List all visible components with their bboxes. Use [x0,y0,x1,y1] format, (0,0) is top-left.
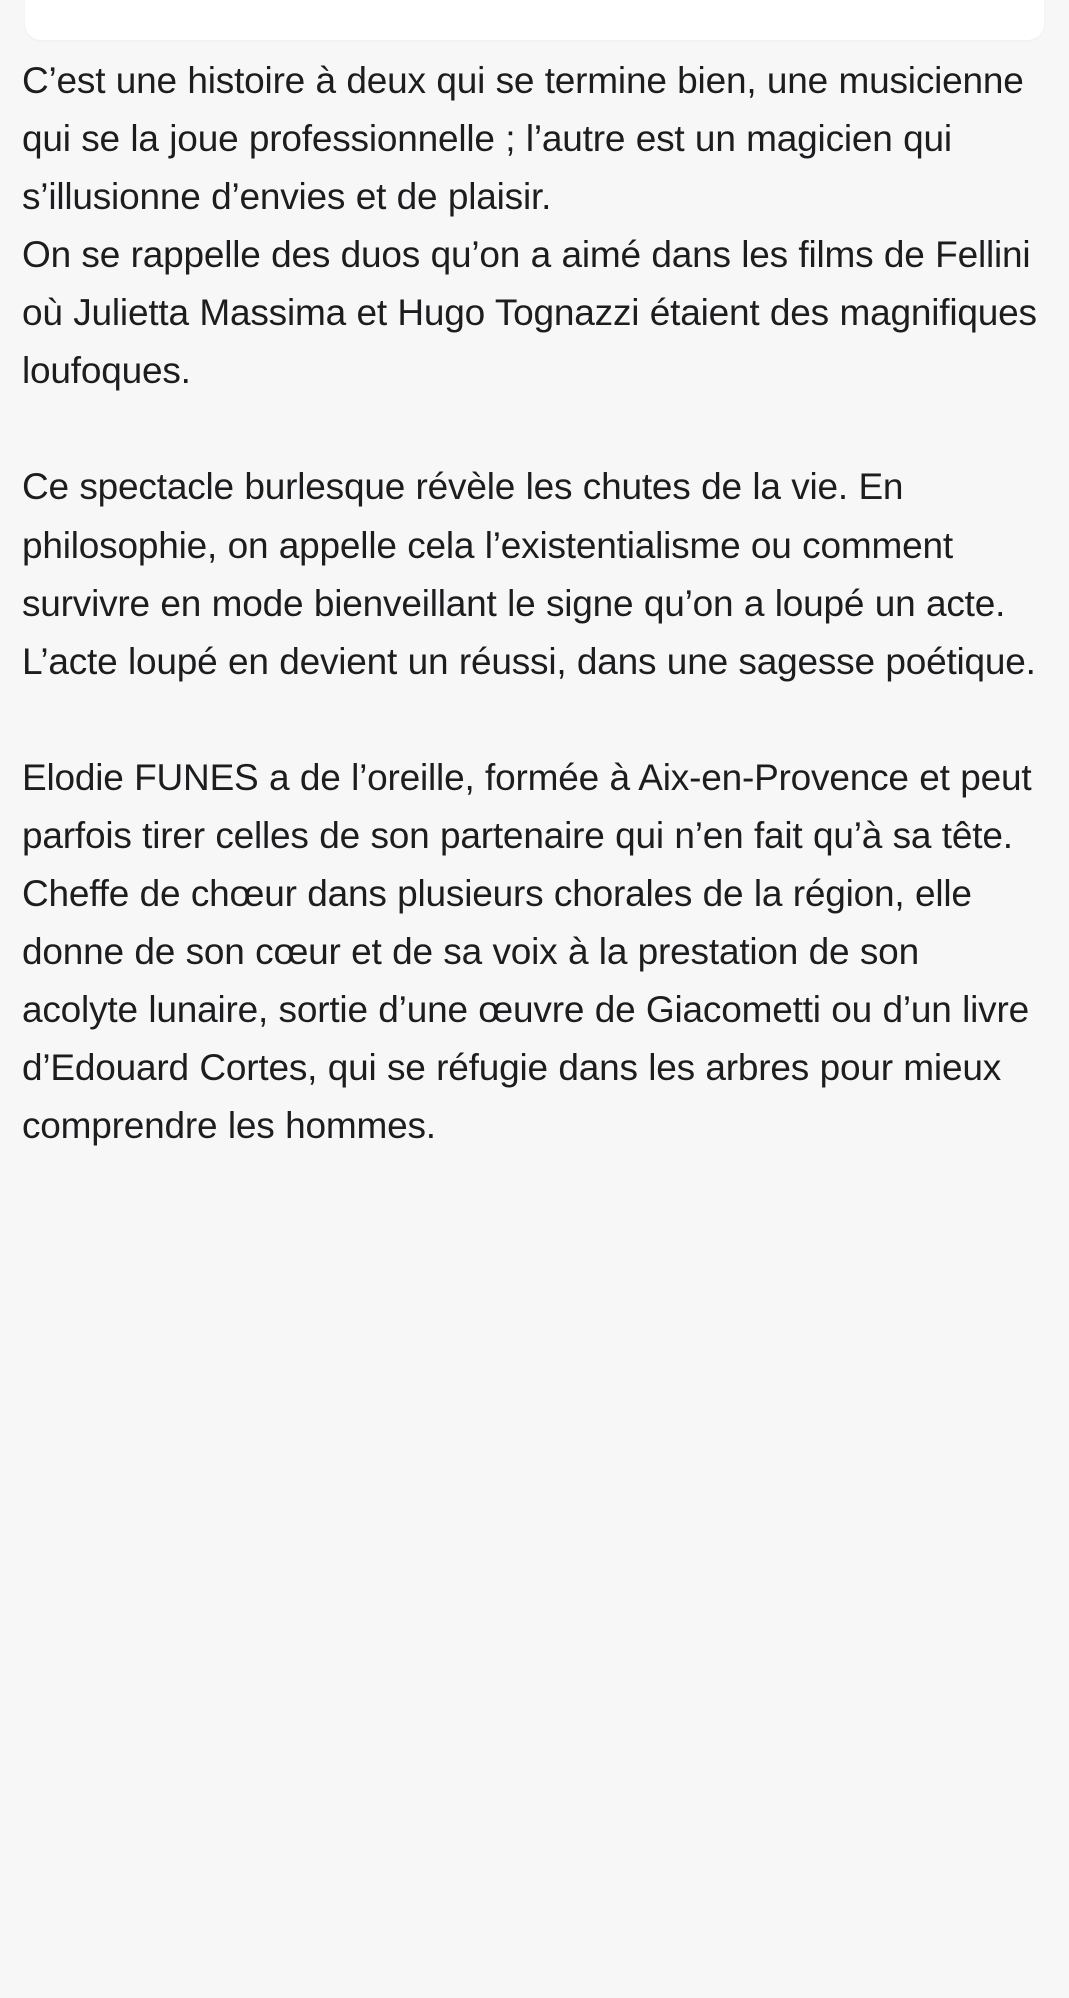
paragraph: On se rappelle des duos qu’on a aimé dans les films de Fellini où Julietta Massima et Hugo Tognazzi étaient des magnifiques loufoques. [22,234,1037,392]
paragraph: Elodie FUNES a de l’oreille, formée à Aix-en-Provence et peut parfois tirer celles de son partenaire qui n’en fait qu’à sa tête. Cheffe de chœur dans plusieurs chorales de la région, elle donne de son cœur et de sa voix à la prestation de son acolyte lunaire, sortie d’une œuvre de Giacometti ou d’un livre d’Edouard Cortes, qui se réfugie dans les arbres pour mieux comprendre les hommes. [22,756,1032,1147]
paragraph: C’est une histoire à deux qui se termine bien, une musicienne qui se la joue professionnelle ; l’autre est un magicien qui s’illusionne d’envies et de plaisir. [22,60,1024,218]
paragraph: Ce spectacle burlesque révèle les chutes de la vie. En philosophie, on appelle cela l’existentialisme ou comment survivre en mode bienveillant le signe qu’on a loupé un acte. L’acte loupé en devient un réussi, dans une sagesse poétique. [22,466,1036,682]
